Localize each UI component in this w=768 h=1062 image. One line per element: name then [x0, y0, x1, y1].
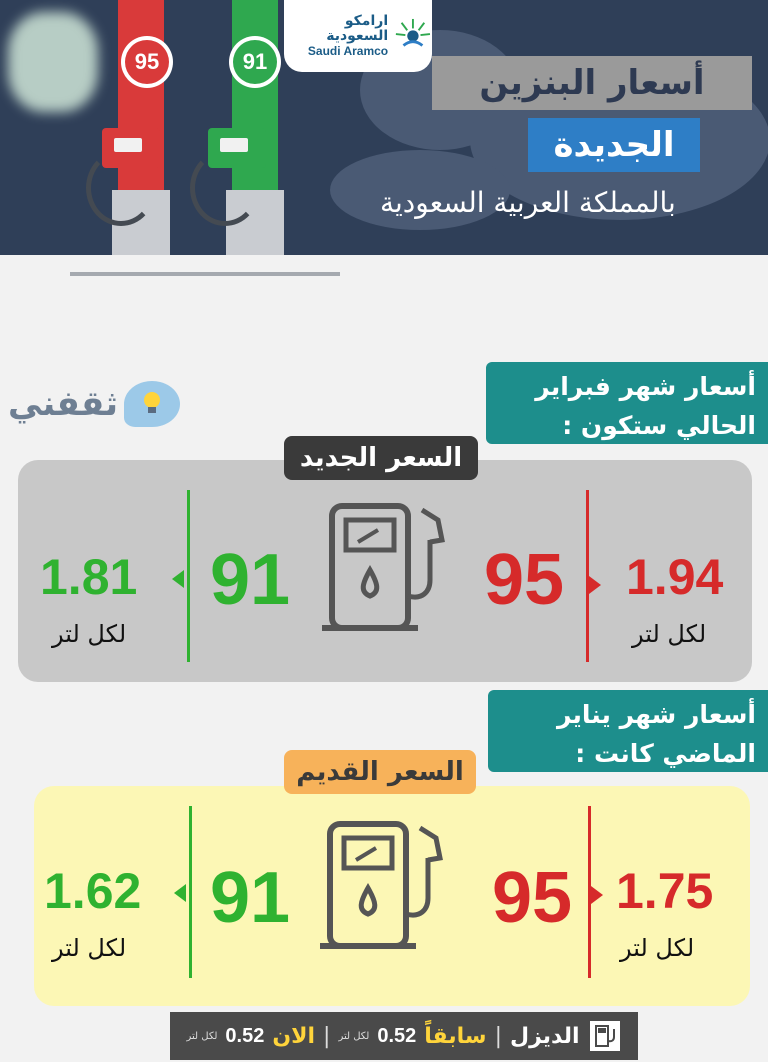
diesel-unit: لكل لتر — [186, 1030, 218, 1042]
grade-91-old: 91 — [210, 858, 291, 938]
pump-91-label: 91 — [233, 40, 277, 84]
unit-95-new: لكل لتر — [632, 620, 707, 648]
separator: | — [494, 1023, 502, 1049]
diesel-label: الديزل — [509, 1023, 580, 1049]
title-line-3: بالمملكة العربية السعودية — [380, 185, 676, 219]
price-91-new: 1.81 — [40, 549, 138, 605]
divider-91-old — [189, 806, 192, 978]
new-price-tag: السعر الجديد — [284, 436, 478, 480]
pump-91-badge — [229, 36, 281, 88]
grade-95-new: 95 — [484, 540, 565, 620]
saudi-aramco-logo — [284, 0, 432, 72]
grade-91-new: 91 — [210, 540, 291, 620]
fuel-pump-icon — [318, 500, 458, 640]
saudi-aramco-logo-icon — [394, 16, 432, 56]
title-line-1: أسعار البنزين — [432, 56, 752, 110]
fuel-pump-icon — [316, 818, 456, 958]
pump-91-hose — [190, 150, 260, 226]
pump-95-hose — [86, 150, 156, 226]
arrow-95-old — [591, 886, 603, 904]
diesel-bar — [170, 1012, 638, 1060]
diesel-previous-value: 0.52 — [377, 1024, 417, 1047]
grade-95-old: 95 — [492, 858, 573, 938]
ground-line — [70, 272, 340, 276]
arrow-95 — [589, 576, 601, 594]
separator: | — [323, 1023, 331, 1049]
jan-label-line1: أسعار شهر يناير — [556, 700, 756, 729]
diesel-previously-label: سابقاً — [424, 1023, 487, 1049]
lightbulb-icon — [124, 381, 180, 427]
price-91-old: 1.62 — [44, 863, 142, 919]
brand-english: Saudi Aramco — [307, 43, 389, 58]
old-price-tag: السعر القديم — [284, 750, 476, 794]
pump-95-label: 95 — [125, 40, 169, 84]
thaqafni-logo — [8, 374, 228, 434]
diesel-pump-icon — [588, 1019, 622, 1053]
diesel-now-label: الان — [272, 1023, 316, 1049]
diesel-now-value: 0.52 — [225, 1024, 265, 1047]
unit-91-new: لكل لتر — [52, 620, 127, 648]
brand-arabic: ارامكو السعودية — [326, 13, 389, 45]
price-95-new: 1.94 — [626, 549, 724, 605]
feb-label-line1: أسعار شهر فبراير — [535, 372, 756, 401]
arrow-91-old — [174, 884, 186, 902]
feb-label-line2: الحالي ستكون : — [562, 410, 756, 440]
jan-month-label — [488, 690, 768, 772]
pump-95-badge — [121, 36, 173, 88]
unit-91-old: لكل لتر — [52, 934, 127, 962]
feb-month-label — [486, 362, 768, 444]
logo-text: ثقفني — [8, 384, 118, 424]
price-95-old: 1.75 — [616, 863, 714, 919]
jan-label-line2: الماضي كانت : — [575, 738, 756, 768]
unit-95-old: لكل لتر — [620, 934, 695, 962]
arrow-91 — [172, 570, 184, 588]
diesel-unit: لكل لتر — [338, 1030, 370, 1042]
header-banner — [0, 0, 768, 255]
title-line-2: الجديدة — [528, 118, 700, 172]
divider-91 — [187, 490, 190, 662]
blurred-area — [8, 12, 98, 112]
